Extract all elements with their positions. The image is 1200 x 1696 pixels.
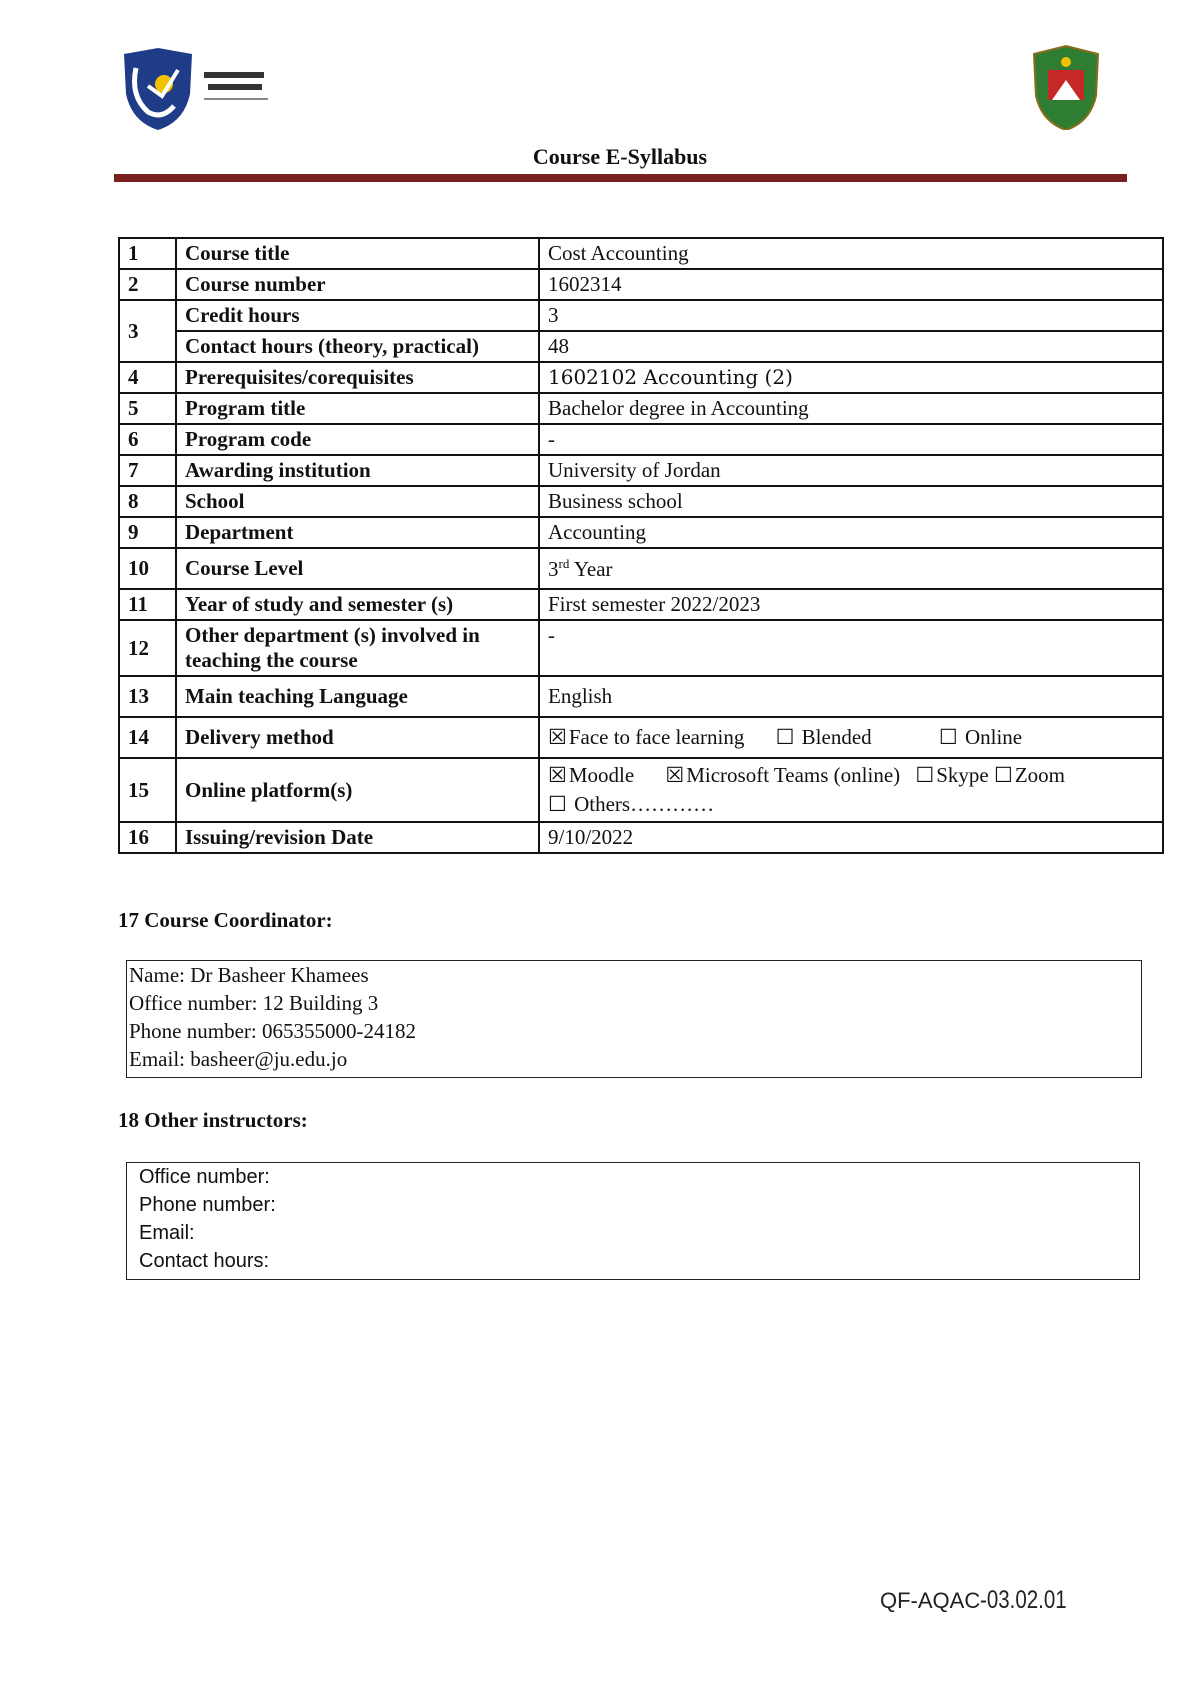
delivery-option-label: Blended (801, 725, 872, 749)
row-label: Delivery method (176, 717, 539, 758)
row-number: 2 (119, 269, 176, 300)
university-crest-logo (1028, 44, 1104, 130)
instructor-email: Email: (139, 1222, 195, 1244)
form-code-suffix: -03.02.01 (980, 1586, 1067, 1614)
row-number: 14 (119, 717, 176, 758)
row-value: - (539, 424, 1163, 455)
table-row (119, 455, 1163, 486)
platform-option-label: Skype (936, 763, 989, 787)
row-number: 3 (119, 300, 176, 362)
checkbox-icon[interactable]: ☐ (775, 725, 795, 749)
table-row (119, 717, 1163, 758)
table-row (119, 393, 1163, 424)
row-number: 6 (119, 424, 176, 455)
row-value: 9/10/2022 (539, 822, 1163, 853)
row-label: Online platform(s) (176, 758, 539, 822)
ordinal-suffix: rd (558, 556, 570, 571)
form-code-prefix: QF-AQAC (880, 1588, 981, 1613)
row-number: 1 (119, 238, 176, 269)
table-row (119, 300, 1163, 331)
row-number: 7 (119, 455, 176, 486)
platform-option-label: Zoom (1014, 763, 1065, 787)
coordinator-heading: 17 Course Coordinator: (118, 908, 333, 932)
checkbox-icon[interactable]: ☐ (915, 763, 935, 787)
platform-option (665, 763, 905, 787)
platform-option (915, 763, 994, 787)
course-level-suffix: Year (569, 557, 613, 581)
row-number: 12 (119, 620, 176, 676)
row-label: Prerequisites/corequisites (176, 362, 539, 393)
title-divider (114, 174, 1127, 182)
platform-option-label: Moodle (568, 763, 635, 787)
course-level-number: 3 (548, 557, 559, 581)
table-row (119, 589, 1163, 620)
platform-option (548, 792, 714, 816)
row-label: Program code (176, 424, 539, 455)
instructor-contact-hours: Contact hours: (139, 1250, 270, 1272)
table-row (119, 362, 1163, 393)
coordinator-box (126, 960, 1142, 1078)
row-label: Credit hours (176, 300, 539, 331)
row-value: - (539, 620, 1163, 676)
instructors-box (126, 1162, 1140, 1280)
checkbox-icon[interactable]: ☐ (994, 763, 1013, 787)
platform-option (994, 763, 1065, 787)
table-row (119, 822, 1163, 853)
table-row (119, 486, 1163, 517)
row-label: Main teaching Language (176, 676, 539, 717)
row-label: Awarding institution (176, 455, 539, 486)
online-platform-options (539, 758, 1163, 822)
platform-option-label: Others………… (574, 792, 715, 816)
row-label: Program title (176, 393, 539, 424)
row-number: 16 (119, 822, 176, 853)
table-row (119, 331, 1163, 362)
delivery-option (548, 725, 750, 749)
row-number: 13 (119, 676, 176, 717)
row-value: Bachelor degree in Accounting (539, 393, 1163, 424)
table-row (119, 758, 1163, 822)
delivery-method-options (539, 717, 1163, 758)
row-number: 11 (119, 589, 176, 620)
row-value: University of Jordan (539, 455, 1163, 486)
row-label: Course Level (176, 548, 539, 589)
table-row (119, 548, 1163, 589)
instructor-office: Office number: (139, 1166, 270, 1188)
checkbox-icon[interactable]: ☐ (938, 725, 958, 749)
platform-option-label: Microsoft Teams (online) (686, 763, 901, 787)
accreditation-center-logo (118, 46, 278, 130)
row-value: Business school (539, 486, 1163, 517)
delivery-option (776, 725, 877, 749)
row-value: 48 (539, 331, 1163, 362)
platform-option (548, 763, 639, 787)
coordinator-email: Email: basheer@ju.edu.jo (129, 1047, 348, 1071)
delivery-option-label: Face to face learning (568, 725, 745, 749)
coordinator-name: Name: Dr Basheer Khamees (129, 963, 369, 987)
row-label: Contact hours (theory, practical) (176, 331, 539, 362)
table-row (119, 620, 1163, 676)
row-value (539, 548, 1163, 589)
table-row (119, 424, 1163, 455)
checked-checkbox-icon[interactable]: ☒ (548, 725, 567, 749)
instructors-heading: 18 Other instructors: (118, 1108, 308, 1132)
row-label: Course title (176, 238, 539, 269)
row-number: 5 (119, 393, 176, 424)
row-label: Department (176, 517, 539, 548)
row-value: 1602314 (539, 269, 1163, 300)
row-value: 3 (539, 300, 1163, 331)
coordinator-phone: Phone number: 065355000-24182 (129, 1019, 416, 1043)
table-row (119, 676, 1163, 717)
row-value: Cost Accounting (539, 238, 1163, 269)
checked-checkbox-icon[interactable]: ☒ (665, 763, 685, 787)
row-number: 9 (119, 517, 176, 548)
row-number: 15 (119, 758, 176, 822)
row-label: Other department (s) involved in teaching the course (176, 620, 539, 676)
row-value: First semester 2022/2023 (539, 589, 1163, 620)
row-number: 4 (119, 362, 176, 393)
coordinator-office: Office number: 12 Building 3 (129, 991, 379, 1015)
table-row (119, 517, 1163, 548)
row-number: 10 (119, 548, 176, 589)
instructor-phone: Phone number: (139, 1194, 276, 1216)
delivery-option (939, 725, 1022, 749)
row-value: 1602102 Accounting (2) (539, 362, 1163, 393)
table-row (119, 238, 1163, 269)
checkbox-icon[interactable]: ☐ (548, 792, 567, 816)
row-label: Year of study and semester (s) (176, 589, 539, 620)
course-info-table (118, 237, 1164, 854)
page-title: Course E-Syllabus (532, 144, 708, 169)
table-row (119, 269, 1163, 300)
row-number: 8 (119, 486, 176, 517)
row-value: English (539, 676, 1163, 717)
form-code (880, 1586, 1086, 1615)
row-value: Accounting (539, 517, 1163, 548)
row-label: Issuing/revision Date (176, 822, 539, 853)
row-label: School (176, 486, 539, 517)
row-label: Course number (176, 269, 539, 300)
checked-checkbox-icon[interactable]: ☒ (548, 763, 567, 787)
delivery-option-label: Online (964, 725, 1023, 749)
